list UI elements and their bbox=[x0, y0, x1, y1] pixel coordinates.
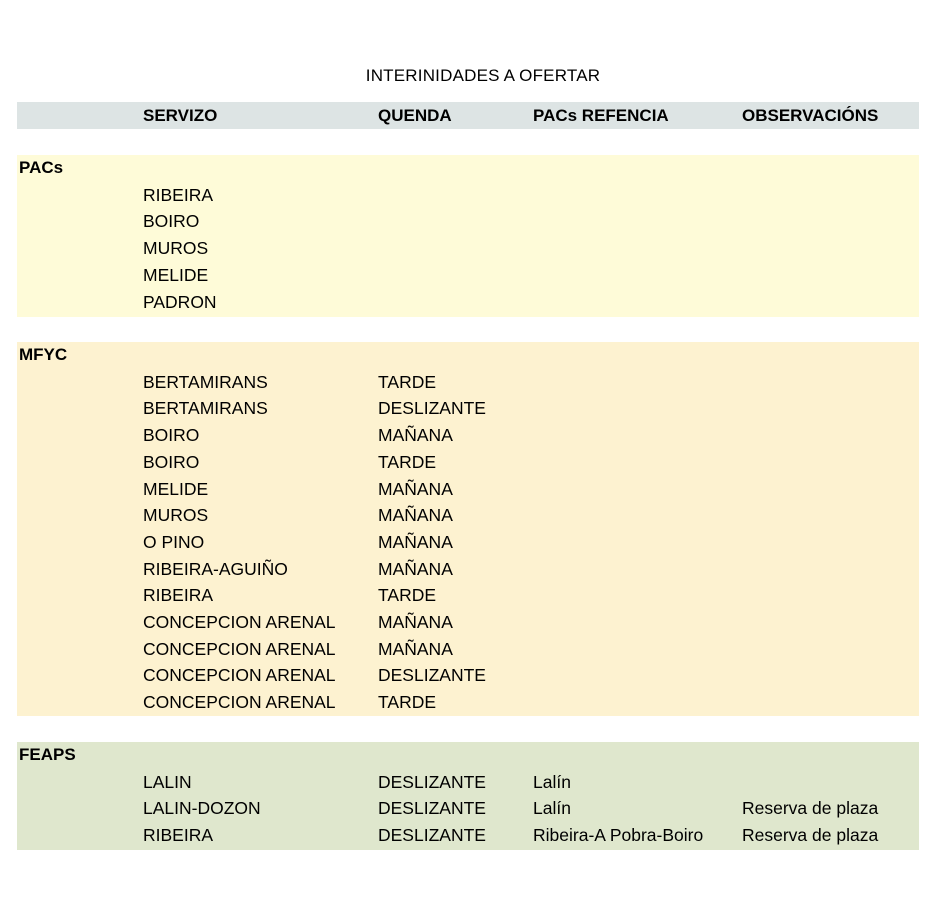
section-title-mfyc: MFYC bbox=[19, 345, 68, 364]
table-row bbox=[17, 369, 919, 396]
column-header-pacs-refencia: PACs REFENCIA bbox=[533, 106, 669, 125]
servizo-cell: MELIDE bbox=[143, 478, 209, 499]
servizo-cell: RIBEIRA bbox=[143, 184, 214, 205]
quenda-cell: MAÑANA bbox=[378, 558, 453, 579]
quenda-cell: MAÑANA bbox=[378, 531, 453, 552]
section-title-feaps: FEAPS bbox=[19, 745, 76, 764]
servizo-cell: PADRON bbox=[143, 291, 217, 312]
quenda-cell: DESLIZANTE bbox=[378, 771, 486, 792]
table-row bbox=[17, 662, 919, 689]
quenda-cell: DESLIZANTE bbox=[378, 665, 486, 686]
quenda-cell: MAÑANA bbox=[378, 478, 453, 499]
table-row bbox=[17, 182, 919, 209]
servizo-cell: O PINO bbox=[143, 531, 205, 552]
table-row bbox=[17, 582, 919, 609]
servizo-cell: BOIRO bbox=[143, 451, 200, 472]
pacs-refencia-cell: Lalín bbox=[533, 798, 571, 819]
table-row bbox=[17, 795, 919, 822]
table-row bbox=[17, 529, 919, 556]
quenda-cell: TARDE bbox=[378, 692, 437, 713]
quenda-cell: DESLIZANTE bbox=[378, 398, 486, 419]
table-row bbox=[17, 449, 919, 476]
servizo-cell: CONCEPCION ARENAL bbox=[143, 612, 336, 632]
observacions-cell: Reserva de plaza bbox=[742, 825, 879, 846]
table-row bbox=[17, 422, 919, 449]
servizo-cell: BERTAMIRANS bbox=[143, 371, 268, 392]
column-header-quenda: QUENDA bbox=[378, 106, 452, 125]
table-row bbox=[17, 502, 919, 529]
servizo-cell: MUROS bbox=[143, 238, 209, 259]
servizo-cell: CONCEPCION ARENAL bbox=[143, 692, 336, 713]
pacs-refencia-cell: Ribeira-A Pobra-Boiro bbox=[533, 825, 704, 846]
servizo-cell: BERTAMIRANS bbox=[143, 398, 268, 419]
table-row bbox=[17, 556, 919, 583]
quenda-cell: DESLIZANTE bbox=[378, 798, 486, 819]
quenda-cell: DESLIZANTE bbox=[378, 825, 486, 846]
servizo-cell: LALIN-DOZON bbox=[143, 798, 261, 819]
section-feaps bbox=[17, 742, 919, 850]
section-title-pacs: PACs bbox=[19, 158, 64, 177]
table-header bbox=[17, 102, 919, 129]
table-row bbox=[17, 289, 919, 316]
table-row bbox=[17, 208, 919, 235]
table-row bbox=[17, 636, 919, 663]
observacions-cell: Reserva de plaza bbox=[742, 798, 879, 819]
quenda-cell: MAÑANA bbox=[378, 425, 453, 446]
table-row bbox=[17, 689, 919, 716]
quenda-cell: MAÑANA bbox=[378, 612, 453, 632]
column-header-observacions: OBSERVACIÓNS bbox=[742, 106, 879, 125]
table-row bbox=[17, 822, 919, 849]
servizo-cell: RIBEIRA-AGUIÑO bbox=[143, 558, 288, 579]
table-row bbox=[17, 235, 919, 262]
table-row bbox=[17, 262, 919, 289]
quenda-cell: TARDE bbox=[378, 585, 437, 606]
quenda-cell: MAÑANA bbox=[378, 505, 453, 526]
servizo-cell: LALIN bbox=[143, 771, 192, 792]
table-row bbox=[17, 769, 919, 796]
servizo-cell: BOIRO bbox=[143, 211, 200, 232]
page-title: INTERINIDADES A OFERTAR bbox=[365, 66, 601, 85]
servizo-cell: MUROS bbox=[143, 505, 209, 526]
servizo-cell: RIBEIRA bbox=[143, 585, 214, 606]
servizo-cell: CONCEPCION ARENAL bbox=[143, 638, 336, 659]
quenda-cell: MAÑANA bbox=[378, 638, 453, 659]
servizo-cell: CONCEPCION ARENAL bbox=[143, 665, 336, 686]
servizo-cell: MELIDE bbox=[143, 264, 209, 285]
section-mfyc bbox=[17, 342, 919, 716]
pacs-refencia-cell: Lalín bbox=[533, 771, 571, 792]
column-header-servizo: SERVIZO bbox=[143, 106, 218, 125]
quenda-cell: TARDE bbox=[378, 371, 437, 392]
section-pacs bbox=[17, 155, 919, 317]
table-row bbox=[17, 395, 919, 422]
table-row bbox=[17, 476, 919, 503]
servizo-cell: RIBEIRA bbox=[143, 825, 214, 846]
quenda-cell: TARDE bbox=[378, 451, 437, 472]
servizo-cell: BOIRO bbox=[143, 425, 200, 446]
table-row bbox=[17, 609, 919, 636]
